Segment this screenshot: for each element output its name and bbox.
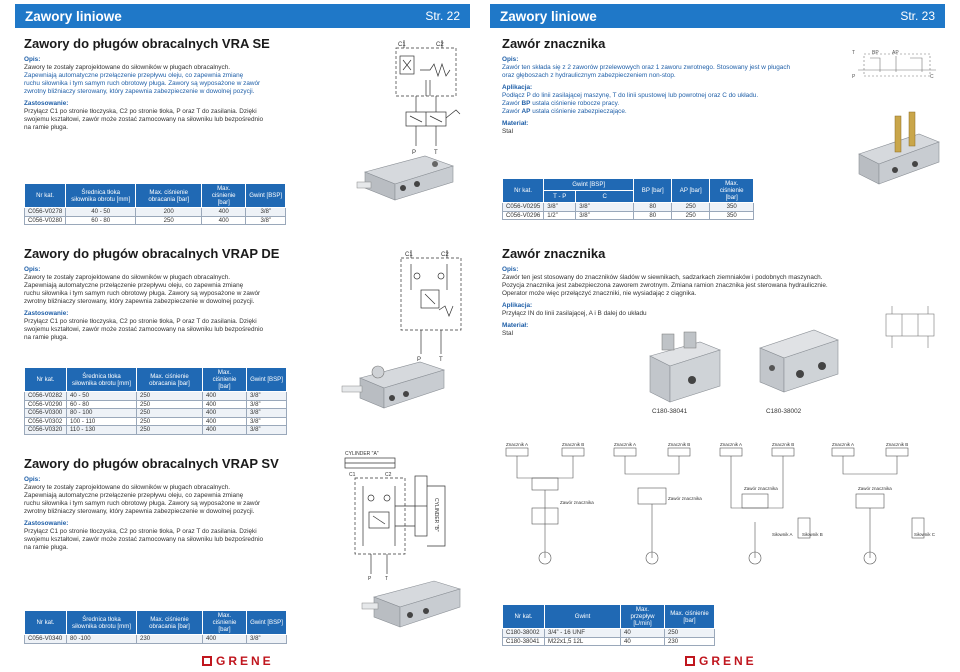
table-row: C056-V0282 40 - 50 250 400 3/8”	[25, 392, 287, 401]
opis-line: Zawór ten jest stosowany do znaczników śladów w siewnikach, sadzarkach ziemniaków i podobnych maszynach.	[502, 274, 823, 281]
label-silownik-b: Siłownik B	[802, 532, 823, 537]
label-znacznik-a: Znacznik A	[720, 442, 743, 447]
apl-line: Podłącz P do linii zasilającej maszynę, T do linii spustowej lub powrotnej oraz C do układu.	[502, 92, 759, 99]
col-header: Gwint [BSP]	[247, 368, 287, 392]
zast-line: Przyłącz C1 po stronie tłoczyska, C2 po stronie tłoka, P oraz T do zasilania. Dzięki	[24, 528, 257, 535]
port-bp: BP	[872, 50, 879, 56]
col-header: Nr kat.	[503, 605, 545, 629]
label-zawor: Zawór znacznika	[858, 486, 892, 491]
valve-product-image	[360, 575, 465, 635]
hydraulic-schematic	[335, 446, 470, 581]
opis-line: zwrotny bliźniaczy sterowany, który zapewnia zabezpieczenie w dowolnej pozycji.	[24, 88, 255, 95]
section-vrap-de	[24, 246, 324, 342]
header-title: Zawory liniowe	[500, 8, 597, 24]
col-header: Max. ciśnienie [bar]	[710, 179, 754, 203]
page-header	[15, 4, 470, 28]
zast-line: Przyłącz C1 po stronie tłoczyska, C2 po stronie tłoka, P oraz T do zasilania. Dzięki	[24, 108, 257, 115]
port-t: T	[852, 50, 856, 56]
col-header: Max. ciśnienie obracania [bar]	[137, 368, 203, 392]
port-p: P	[417, 357, 422, 362]
col-header: Średnica tłoka siłownika obrotu [mm]	[66, 184, 136, 208]
opis-line: ruchu siłownika i tym samym ruch obrotowy pługa. Zawory są wyposażone w zawór	[24, 290, 261, 297]
logo-mark	[202, 656, 212, 666]
port-t: T	[439, 357, 443, 362]
col-header: C	[576, 191, 634, 203]
col-header: Max. ciśnienie obracania [bar]	[137, 611, 203, 635]
label-znacznik-b: Znacznik B	[668, 442, 691, 447]
opis-line: Zawory te zostały zaprojektowane do siłowników w pługach obracalnych.	[24, 484, 231, 491]
section-title: Zawory do pługów obracalnych VRAP SV	[24, 456, 279, 471]
material-value: Stal	[502, 330, 514, 337]
apl-line: Zawór AP ustala ciśnienie zabezpieczające.	[502, 108, 627, 115]
section-zawor-znacznika-1	[502, 36, 822, 136]
opis-line: ruchu siłownika i tym samym ruch obrotowy pługa. Zawory są wyposażone w zawór	[24, 80, 261, 87]
port-c1: C1	[398, 42, 406, 48]
material-value: Stal	[502, 128, 514, 135]
port-c1: C1	[349, 472, 356, 478]
apl-line: Przyłącz IN do linii zasilającej, A i B dalej do układu	[502, 310, 647, 317]
grene-logo	[202, 654, 274, 668]
label-silownik-a: Siłownik A	[772, 532, 793, 537]
opis-line: ruchu siłownika i tym samym ruch obrotowy pługa. Zawory są wyposażone w zawór	[24, 500, 261, 507]
label-znacznik-a: Znacznik A	[506, 442, 529, 447]
port-c2: C2	[385, 472, 392, 478]
valve-product-image	[340, 352, 450, 417]
col-header: Gwint	[545, 605, 621, 629]
col-header: AP [bar]	[672, 179, 710, 203]
zast-line: swojemu kształtowi, zawór może zostać zamocowany na siłowniku lub bezpośrednio	[24, 326, 264, 333]
product-table	[24, 610, 287, 644]
port-c: C	[930, 74, 934, 80]
zastosowanie-label: Zastosowanie:	[24, 100, 69, 107]
zastosowanie-label: Zastosowanie:	[24, 310, 69, 317]
zast-line: swojemu kształtowi, zawór może zostać zamocowany na siłowniku lub bezpośrednio	[24, 536, 264, 543]
zast-line: na ramie pługa.	[24, 334, 69, 341]
col-header: Max. ciśnienie [bar]	[203, 368, 247, 392]
valve-product-image	[855, 110, 945, 200]
page-header	[490, 4, 945, 28]
hydraulic-schematic	[395, 250, 470, 362]
material-label: Materiał:	[502, 120, 529, 127]
col-header: Średnica tłoka siłownika obrotu [mm]	[67, 611, 137, 635]
col-header: Max. ciśnienie obracania [bar]	[136, 184, 202, 208]
table-row: C180-38002 3/4” - 16 UNF 40 250	[503, 629, 715, 638]
table-row: C056-V0320 110 - 130 250 400 3/8”	[25, 426, 287, 435]
port-c2: C2	[441, 252, 449, 258]
col-header: Średnica tłoka siłownika obrotu [mm]	[67, 368, 137, 392]
opis-line: Pozycja znacznika jest zabezpieczona zaworem zwrotnym. Zmiana ramion znacznika jest sterowana hydraulicznie.	[502, 282, 828, 289]
aplikacja-label: Aplikacja:	[502, 302, 533, 309]
hydraulic-schematic	[880, 300, 945, 360]
cylinder-b-label: CYLINDER "B"	[433, 498, 439, 532]
col-header: Max. ciśnienie [bar]	[202, 184, 246, 208]
page-number: Str. 23	[900, 9, 935, 23]
valve-product-image	[752, 318, 847, 403]
port-c2: C2	[436, 42, 444, 48]
label-znacznik-b: Znacznik B	[562, 442, 585, 447]
col-header: BP [bar]	[634, 179, 672, 203]
opis-line: Zapewniają automatyczne przełączenie przepływu oleju, co zapewnia zmianę	[24, 492, 244, 499]
grene-logo	[685, 654, 757, 668]
opis-line: Zapewniają automatyczne przełączenie przepływu oleju, co zapewnia zmianę	[24, 282, 244, 289]
col-header: Nr kat.	[503, 179, 544, 203]
valve-product-image	[355, 150, 460, 210]
col-header: Gwint [BSP]	[544, 179, 634, 191]
logo-text: GRENE	[699, 654, 757, 668]
hydraulic-schematic	[390, 40, 465, 158]
opis-line: zwrotny bliźniaczy sterowany, który zapewnia zabezpieczenie w dowolnej pozycji.	[24, 508, 255, 515]
col-header: T - P	[544, 191, 576, 203]
product-table	[24, 183, 286, 225]
port-c1: C1	[405, 252, 413, 258]
table-row: C056-V0290 60 - 80 250 400 3/8”	[25, 400, 287, 409]
page-right	[480, 0, 960, 672]
material-label: Materiał:	[502, 322, 529, 329]
apl-line: Zawór BP ustala ciśnienie robocze pracy.	[502, 100, 620, 107]
logo-text: GRENE	[216, 654, 274, 668]
aplikacja-label: Aplikacja:	[502, 84, 533, 91]
zast-line: na ramie pługa.	[24, 124, 69, 131]
opis-label: Opis:	[502, 266, 519, 273]
product-caption: C180-38002	[766, 408, 802, 415]
cylinder-a-label: CYLINDER "A"	[345, 451, 379, 457]
label-znacznik-a: Znacznik A	[614, 442, 637, 447]
zast-line: na ramie pługa.	[24, 544, 69, 551]
section-vrap-sv	[24, 456, 324, 552]
table-row: C180-38041 M22x1,5 12L 40 230	[503, 637, 715, 646]
section-vra-se	[24, 36, 324, 132]
table-row: C056-V0295 3/8” 3/8” 80 250 350	[503, 203, 754, 212]
opis-line: Zawór ten składa się z 2 zaworów przelewowych oraz 1 zaworu zwrotnego. Stosowany jest w pługach	[502, 64, 791, 71]
col-header: Nr kat.	[25, 184, 66, 208]
page-number: Str. 22	[425, 9, 460, 23]
port-p: P	[852, 74, 856, 80]
opis-line: oraz głęboszach z hydraulicznym zabezpieczeniem non-stop.	[502, 72, 676, 79]
table-row: C056-V0296 1/2” 3/8” 80 250 350	[503, 211, 754, 220]
logo-mark	[685, 656, 695, 666]
product-table	[502, 604, 715, 646]
opis-label: Opis:	[24, 56, 41, 63]
table-row: C056-V0302 100 - 110 250 400 3/8”	[25, 417, 287, 426]
opis-line: Zawory te zostały zaprojektowane do siłowników w pługach obracalnych.	[24, 274, 231, 281]
label-znacznik-a: Znacznik A	[832, 442, 855, 447]
col-header: Gwint [BSP]	[246, 184, 286, 208]
section-title: Zawory do pługów obracalnych VRA SE	[24, 36, 270, 51]
product-caption: C180-38041	[652, 408, 688, 415]
zast-line: Przyłącz C1 po stronie tłoczyska, C2 po stronie tłoka, P oraz T do zasilania. Dzięki	[24, 318, 257, 325]
port-ap: AP	[892, 50, 899, 56]
col-header: Max. przepływ [L/min]	[621, 605, 665, 629]
port-t: T	[385, 576, 389, 581]
section-title: Zawory do pługów obracalnych VRAP DE	[24, 246, 280, 261]
product-table	[502, 178, 754, 220]
zast-line: swojemu kształtowi, zawór może zostać zamocowany na siłowniku lub bezpośrednio	[24, 116, 264, 123]
section-title: Zawór znacznika	[502, 246, 606, 261]
opis-line: Operator może więc przełączyć znaczniki, nie wysiadając z ciągnika.	[502, 290, 697, 297]
opis-line: zwrotny bliźniaczy sterowany, który zapewnia zabezpieczenie w dowolnej pozycji.	[24, 298, 255, 305]
col-header: Nr kat.	[25, 611, 67, 635]
valve-product-image	[640, 330, 730, 410]
product-table	[24, 367, 287, 435]
table-row: C056-V0300 80 - 100 250 400 3/8”	[25, 409, 287, 418]
zastosowanie-label: Zastosowanie:	[24, 520, 69, 527]
opis-line: Zawory te zostały zaprojektowane do siłowników w pługach obracalnych.	[24, 64, 231, 71]
port-p: P	[368, 576, 372, 581]
port-p: P	[412, 150, 417, 156]
label-zawor: Zawór znacznika	[560, 500, 594, 505]
col-header: Gwint [BSP]	[247, 611, 287, 635]
port-t: T	[434, 150, 438, 156]
section-title: Zawór znacznika	[502, 36, 606, 51]
opis-label: Opis:	[24, 266, 41, 273]
opis-line: Zapewniają automatyczne przełączenie przepływu oleju, co zapewnia zmianę	[24, 72, 244, 79]
table-row: C056-V0280 60 - 80 250 400 3/8”	[25, 216, 286, 225]
label-silownik-c: Siłownik C	[914, 532, 936, 537]
label-znacznik-b: Znacznik B	[772, 442, 795, 447]
label-zawor: Zawór znacznika	[668, 496, 702, 501]
col-header: Nr kat.	[25, 368, 67, 392]
label-znacznik-b: Znacznik B	[886, 442, 909, 447]
label-zawor: Zawór znacznika	[744, 486, 778, 491]
marker-system-diagrams	[502, 438, 947, 588]
col-header: Max. ciśnienie [bar]	[203, 611, 247, 635]
opis-label: Opis:	[502, 56, 519, 63]
table-row: C056-V0278 40 - 50 200 400 3/8”	[25, 208, 286, 217]
header-title: Zawory liniowe	[25, 8, 122, 24]
opis-label: Opis:	[24, 476, 41, 483]
table-row: C056-V0340 80 -100 230 400 3/8”	[25, 635, 287, 644]
hydraulic-schematic	[850, 48, 945, 84]
col-header: Max. ciśnienie [bar]	[665, 605, 715, 629]
